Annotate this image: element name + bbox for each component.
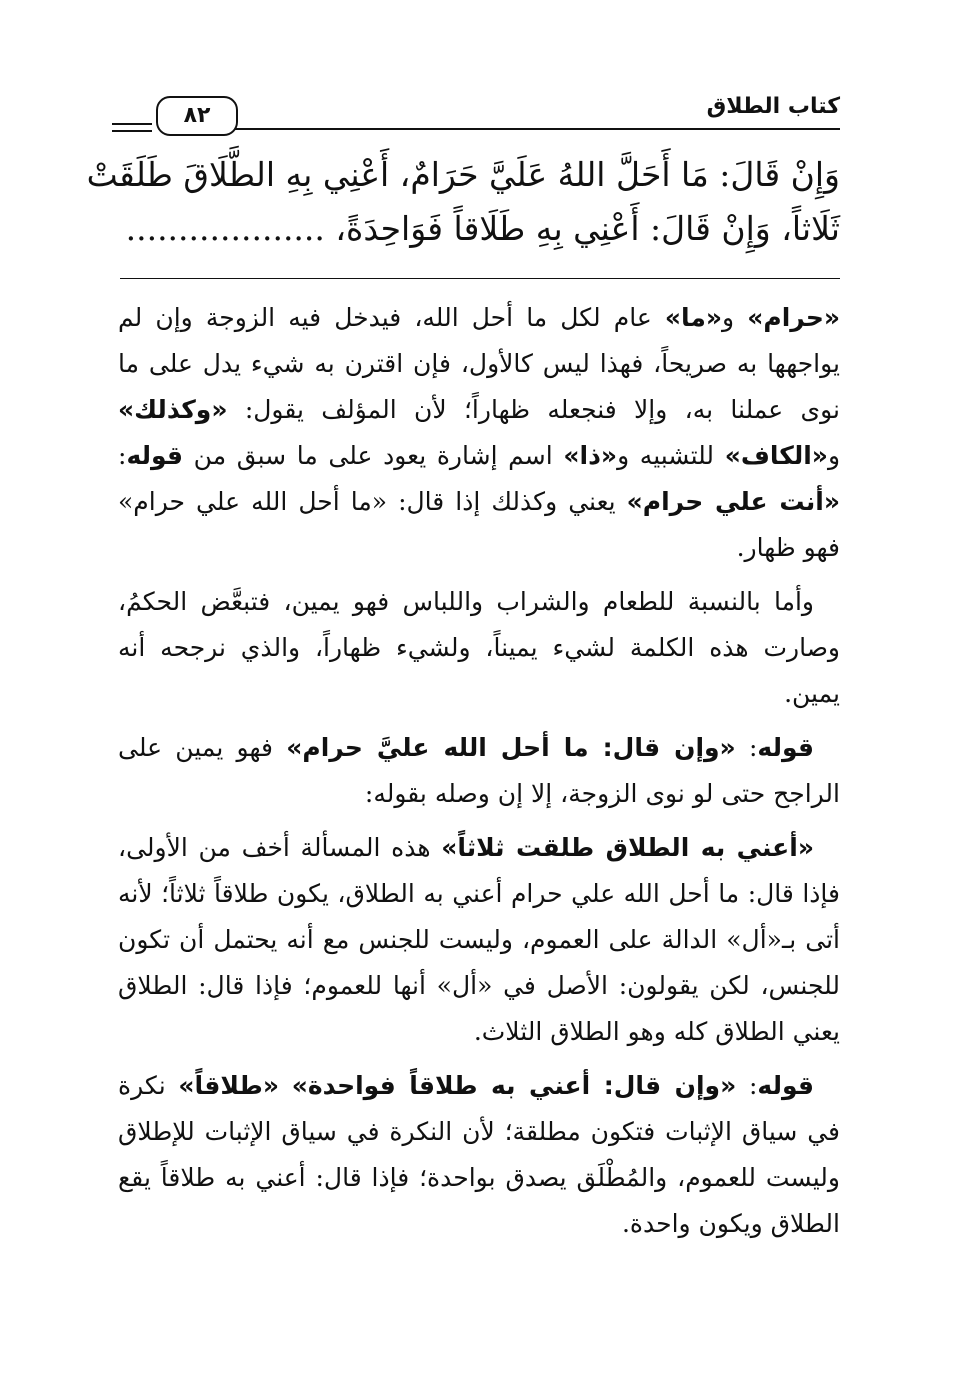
quoted-term: «وكذلك» [118,395,228,424]
header-rule [112,123,152,125]
quoted-term: قوله [757,733,814,762]
running-title: كتاب الطلاق [706,94,840,119]
quoted-term: «ما» [664,303,723,332]
commentary-text [118,295,840,1255]
text-run: عام لكل ما أحل الله، فيدخل فيه الزوجة وإن لم يواجهها به صريحاً، فهذا ليس كالأول، فإن اقترن به شيء يدل على ما نوى عملنا به، وإلا فنجعله ظهاراً؛ لأن المؤلف يقول: [118,303,840,424]
text-run: : [735,733,758,762]
text-run: : [736,1071,758,1100]
page-number: ٨٢ [156,96,238,136]
quoted-term: «طلاقاً» [178,1071,279,1100]
text-run [279,1071,292,1100]
paragraph [118,579,840,717]
paragraph [118,295,840,571]
text-run: و [827,441,841,470]
text-run: هذه المسألة أخف من الأولى، فإذا قال: ما أحل الله علي حرام أعني به الطلاق، يكون طلاقاً ثلاثاً؛ لأنه أتى بـ«أل» الدالة على العموم، وليست للجنس مع أنه يحتمل أن تكون للجنس، لكن يقولون: الأصل في «أل» أنها للعموم؛ فإذا قال: الطلاق يعني الطلاق كله وهو الطلاق الثلاث. [118,833,840,1046]
text-run: فهو يمين على الراجح حتى لو نوى الزوجة، إلا إن وصله بقوله: [118,733,840,808]
text-run: للتشبيه و [617,441,725,470]
text-run: وأما بالنسبة للطعام والشراب واللباس فهو يمين، فتبعَّض الحكمُ، وصارت هذه الكلمة لشيء يميناً، ولشيء ظهاراً، والذي نرجحه أنه يمين. [118,587,840,708]
matn-text [86,148,840,256]
quoted-term: «ذا» [563,441,618,470]
quoted-term: «الكاف» [724,441,828,470]
quoted-term: «أنت علي حرام» [626,487,840,516]
quoted-term: قوله [126,441,184,470]
text-run: و [722,303,748,332]
quoted-term: «وإن قال: أعني به طلاقاً فواحدة» [291,1071,737,1100]
matn-line: وَإِنْ قَالَ: مَا أَحَلَّ اللهُ عَلَيَّ حَرَامٌ، أَعْنِي بِهِ الطَّلَاقَ طَلَقَتْ [86,155,840,194]
footnote-divider [120,278,840,279]
matn-line: ثَلَاثاً، وَإِنْ قَالَ: أَعْنِي بِهِ طَلَاقاً فَوَاحِدَةً، ................... [125,209,840,248]
quoted-term: «حرام» [747,303,840,332]
header-rule [112,130,152,132]
header-rule [202,128,840,130]
text-run: يعني وكذلك إذا قال: «ما أحل الله علي حرام» فهو ظهار. [118,487,840,562]
quoted-term: «وإن قال: ما أحل الله عليَّ حرام» [286,733,736,762]
page-header [112,80,840,140]
text-run: : [118,441,127,470]
paragraph [118,725,840,817]
paragraph [118,825,840,1055]
quoted-term: قوله [757,1071,815,1100]
text-run: نكرة في سياق الإثبات فتكون مطلقة؛ لأن النكرة في سياق الإثبات للإطلاق وليست للعموم، والمُطْلَق يصدق بواحدة؛ فإذا قال: أعني به طلاقاً يقع الطلاق ويكون واحدة. [118,1071,840,1238]
text-run: اسم إشارة يعود على ما سبق من [183,441,564,470]
paragraph [118,1063,840,1247]
quoted-term: «أعني به الطلاق طلقت ثلاثاً» [441,833,814,862]
